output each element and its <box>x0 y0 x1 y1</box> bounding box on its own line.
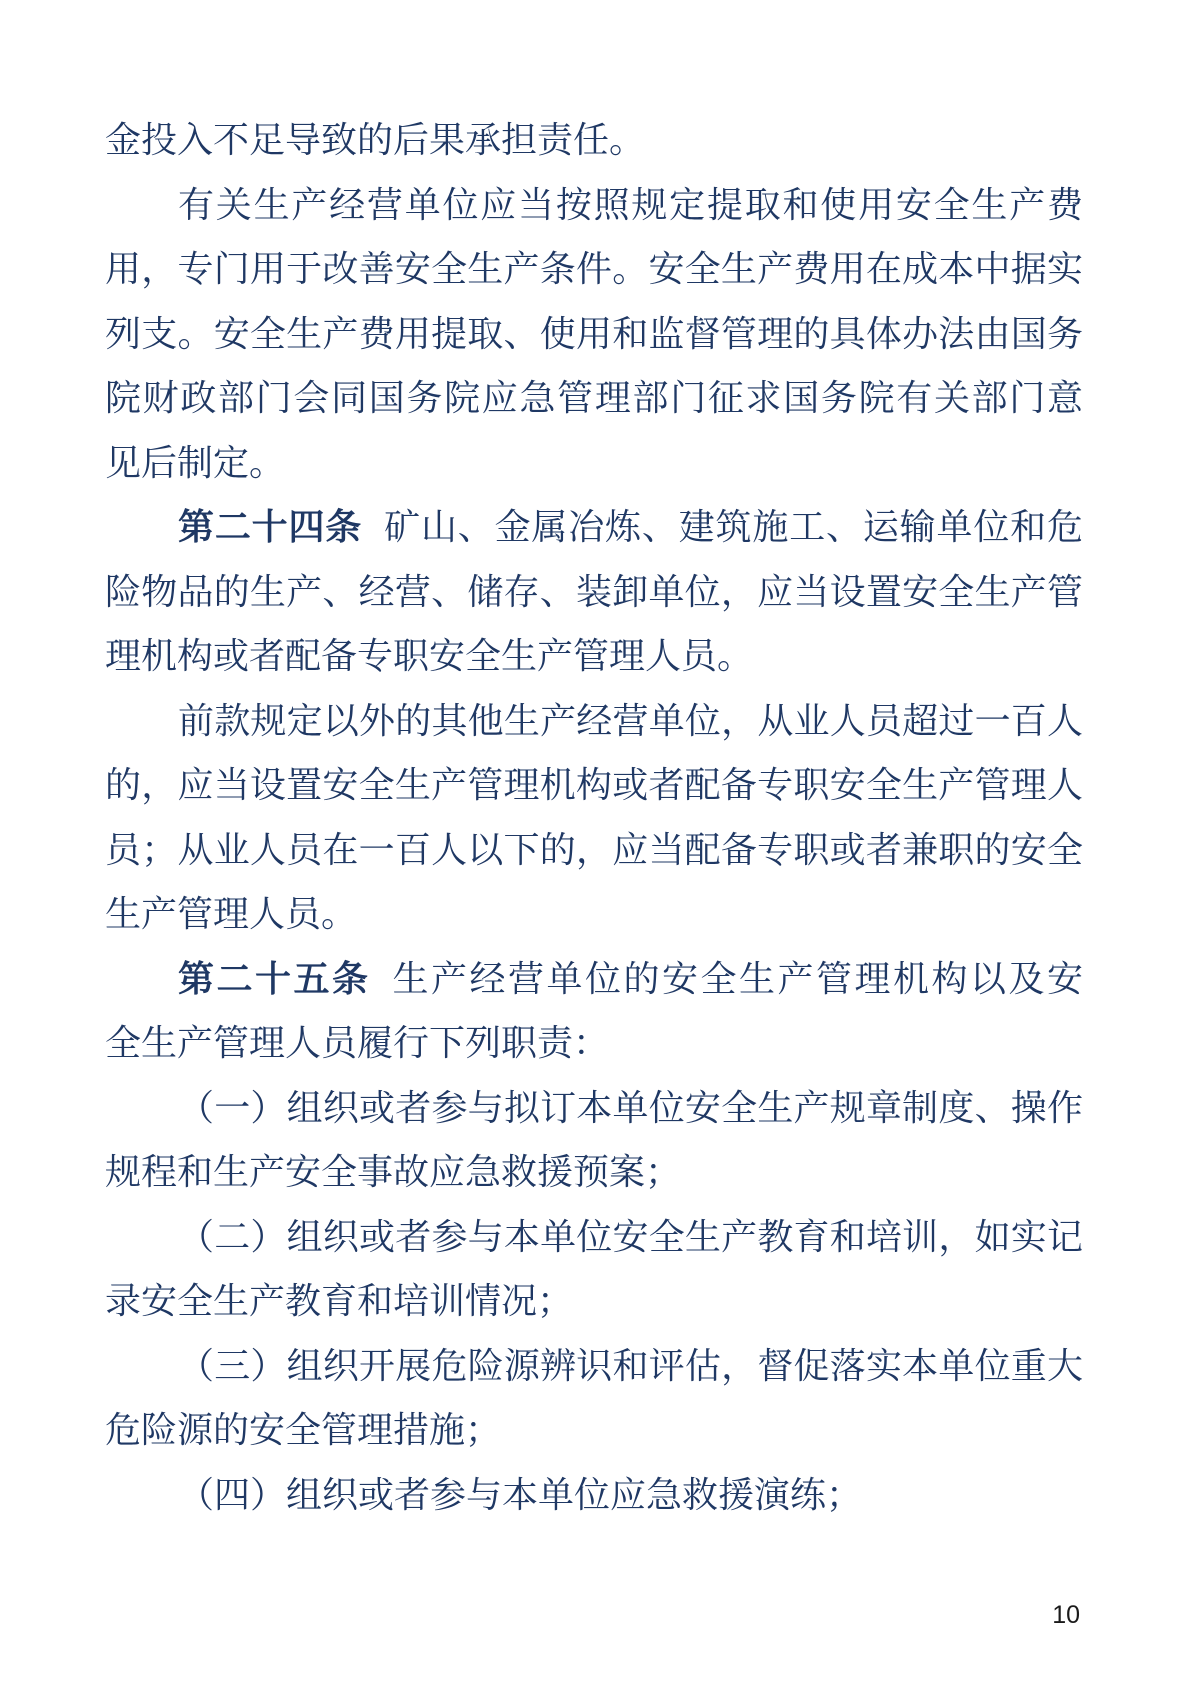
text-line: 有关生产经营单位应当按照规定提取和使用安全生产费 <box>178 184 1083 225</box>
text-line: 危险源的安全管理措施； <box>105 1410 502 1450</box>
text-line: 的，应当设置安全生产管理机构或者配备专职安全生产管理人 <box>105 765 1083 805</box>
article-24-text: 矿山、金属冶炼、建筑施工、运输单位和危 <box>384 507 1083 547</box>
text-line: 规程和生产安全事故应急救援预案； <box>105 1152 682 1192</box>
page-number: 10 <box>1052 1601 1080 1629</box>
article-25-heading-line <box>105 947 1083 1012</box>
clause-2-line: （二）组织或者参与本单位安全生产教育和培训，如实记 <box>178 1216 1083 1257</box>
article-24-heading-line <box>105 495 1083 560</box>
text-line: 见后制定。 <box>105 442 286 483</box>
text-line: 前款规定以外的其他生产经营单位，从业人员超过一百人 <box>178 700 1083 741</box>
text-line: 理机构或者配备专职安全生产管理人员。 <box>105 636 754 676</box>
article-25-number: 第二十五条 <box>178 958 371 999</box>
text-line: 生产管理人员。 <box>105 894 358 934</box>
text-line: 险物品的生产、经营、储存、装卸单位，应当设置安全生产管 <box>105 571 1083 612</box>
clause-1-line: （一）组织或者参与拟订本单位安全生产规章制度、操作 <box>178 1087 1083 1128</box>
clause-4-line: （四）组织或者参与本单位应急救援演练； <box>178 1474 863 1515</box>
text-line: 金投入不足导致的后果承担责任。 <box>105 120 646 160</box>
text-line: 院财政部门会同国务院应急管理部门征求国务院有关部门意 <box>105 378 1083 418</box>
text-line: 录安全生产教育和培训情况； <box>105 1281 574 1321</box>
article-24-number: 第二十四条 <box>178 507 363 547</box>
text-line: 全生产管理人员履行下列职责： <box>105 1023 610 1063</box>
clause-3-line: （三）组织开展危险源辨识和评估，督促落实本单位重大 <box>178 1345 1083 1386</box>
text-line: 员；从业人员在一百人以下的，应当配备专职或者兼职的安全 <box>105 829 1083 870</box>
article-25-text: 生产经营单位的安全生产管理机构以及安 <box>392 958 1083 999</box>
text-line: 用，专门用于改善安全生产条件。安全生产费用在成本中据实 <box>105 249 1083 289</box>
document-body <box>105 108 1083 1527</box>
text-line: 列支。安全生产费用提取、使用和监督管理的具体办法由国务 <box>105 313 1083 354</box>
